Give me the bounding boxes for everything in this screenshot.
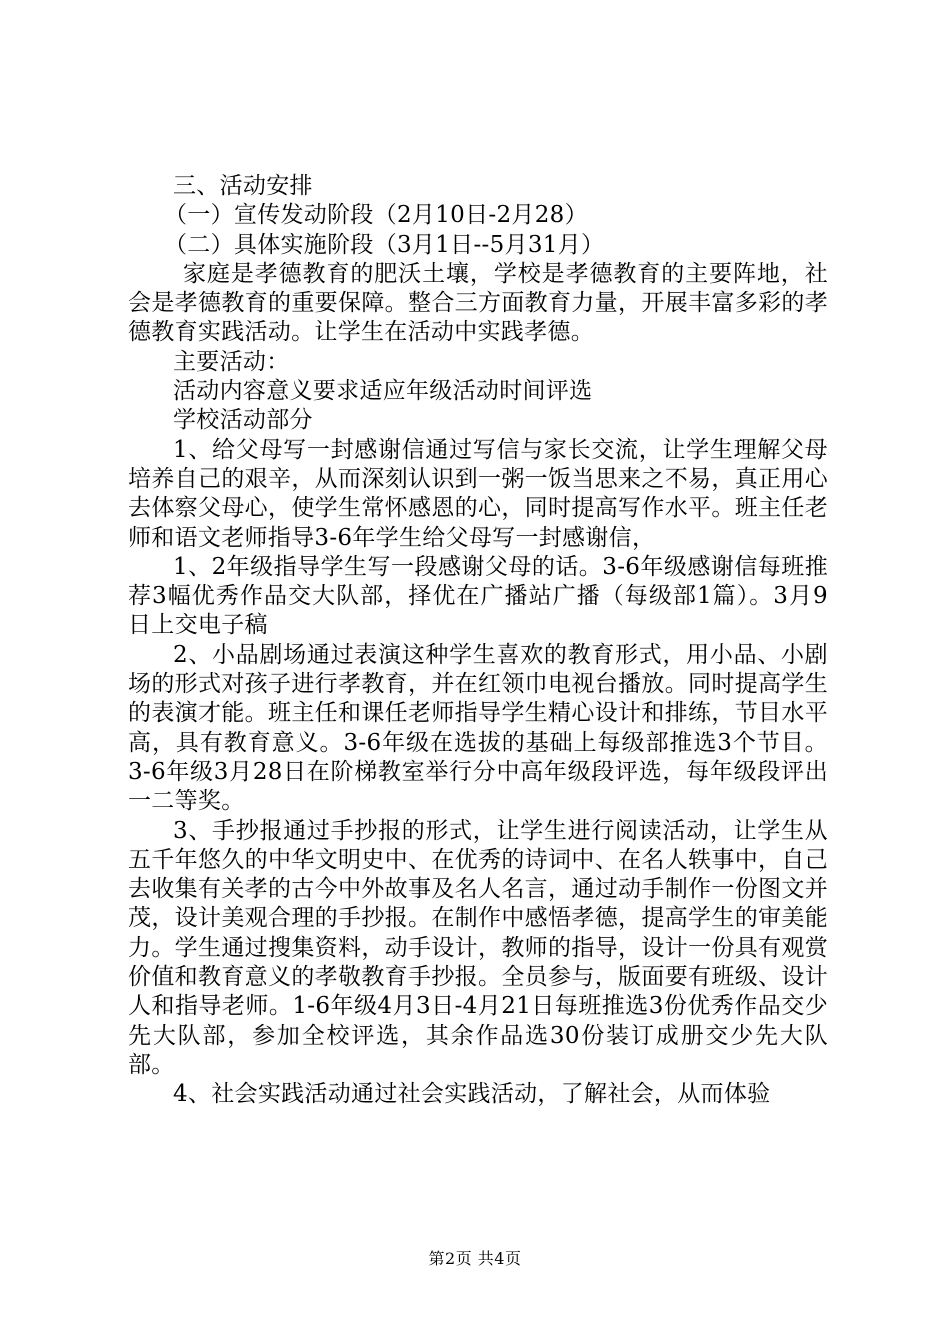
phase-one-line: （一）宣传发动阶段（2月10日-2月28） <box>164 202 588 229</box>
school-activities-label: 学校活动部分 <box>173 407 313 434</box>
phase-two-line: （二）具体实施阶段（3月1日--5月31月） <box>164 231 605 258</box>
activity-grade-note: 1、2年级指导学生写一段感谢父母的话。3-6年级感谢信每班推荐3幅优秀作品交大队部，择优在广播站广播（每级部1篇）。3月9日上交电子稿 <box>128 553 828 639</box>
document-body <box>128 172 828 1110</box>
activity-social-practice: 4、社会实践活动通过社会实践活动，了解社会，从而体验 <box>173 1081 771 1108</box>
main-activities-label: 主要活动： <box>173 348 290 375</box>
section-heading: 三、活动安排 <box>173 173 313 199</box>
intro-paragraph: 家庭是孝德教育的肥沃土壤，学校是孝德教育的主要阵地，社会是孝德教育的重要保障。整合三方面教育力量，开展丰富多彩的孝德教育实践活动。让学生在活动中实践孝德。 <box>128 260 828 346</box>
activity-skit-theater: 2、小品剧场通过表演这种学生喜欢的教育形式，用小品、小剧场的形式对孩子进行孝教育，并在红领巾电视台播放。同时提高学生的表演才能。班主任和课任老师指导学生精心设计和排练，节目水平高，具有教育意义。3-6年级在选拔的基础上每级部推选3个节目。3-6年级3月28日在阶梯教室举行分中高年级段评选，每年级段评出一二等奖。 <box>128 641 828 815</box>
table-header-line: 活动内容意义要求适应年级活动时间评选 <box>173 378 593 405</box>
activity-handwritten-newspaper: 3、手抄报通过手抄报的形式，让学生进行阅读活动，让学生从五千年悠久的中华文明史中、在优秀的诗词中、在名人轶事中，自己去收集有关孝的古今中外故事及名人名言，通过动手制作一份图文并茂，设计美观合理的手抄报。在制作中感悟孝德，提高学生的审美能力。学生通过搜集资料，动手设计，教师的指导，设计一份具有观赏价值和教育意义的孝敬教育手抄报。全员参与，版面要有班级、设计人和指导老师。1-6年级4月3日-4月21日每班推选3份优秀作品交少先大队部，参加全校评选，其余作品选30份装订成册交少先大队部。 <box>128 817 828 1078</box>
page-number-footer: 第2页 共4页 <box>428 1249 522 1268</box>
activity-thank-you-letter: 1、给父母写一封感谢信通过写信与家长交流，让学生理解父母培养自己的艰辛，从而深刻认识到一粥一饭当思来之不易，真正用心去体察父母心，使学生常怀感恩的心，同时提高写作水平。班主任老师和语文老师指导3-6年学生给父母写一封感谢信， <box>128 436 828 551</box>
